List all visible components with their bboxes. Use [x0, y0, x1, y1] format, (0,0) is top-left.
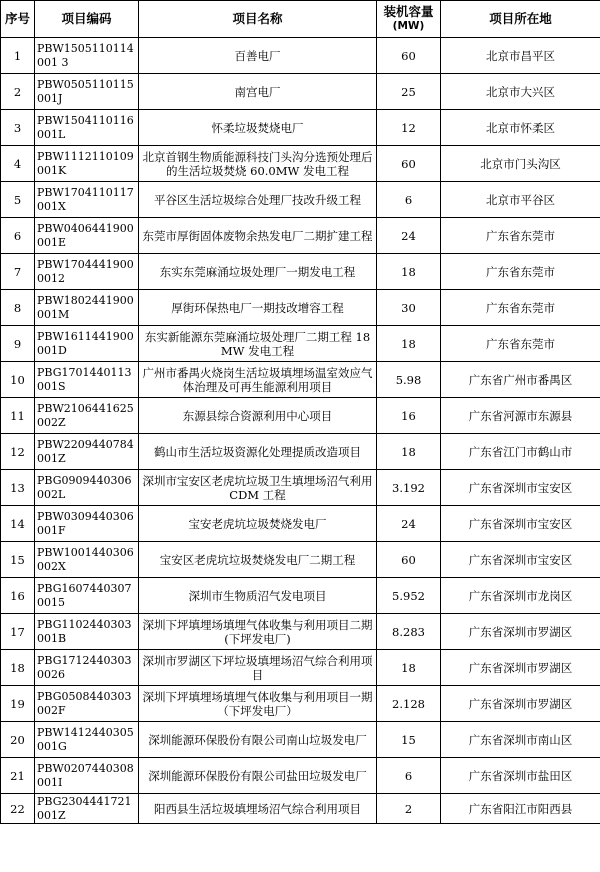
- table-row: [1, 74, 600, 110]
- cell-name: 东实新能源东莞麻涌垃圾处理厂二期工程 18MW 发电工程: [139, 326, 377, 362]
- cell-name: 东莞市厚街固体废物余热发电厂二期扩建工程: [139, 218, 377, 254]
- cell-location: 北京市门头沟区: [441, 146, 600, 182]
- cell-location: 广东省东莞市: [441, 218, 600, 254]
- cell-seq: 10: [1, 362, 35, 398]
- table-row: [1, 578, 600, 614]
- table-row: [1, 758, 600, 794]
- cell-seq: 2: [1, 74, 35, 110]
- cell-name: 东源县综合资源利用中心项目: [139, 398, 377, 434]
- cell-name: 深圳市罗湖区下坪垃圾填埋场沼气综合利用项目: [139, 650, 377, 686]
- cell-name: 东实东莞麻涌垃圾处理厂一期发电工程: [139, 254, 377, 290]
- cell-capacity: 6: [377, 182, 441, 218]
- cell-capacity: 60: [377, 542, 441, 578]
- cell-capacity: 15: [377, 722, 441, 758]
- cell-name: 宝安老虎坑垃圾焚烧发电厂: [139, 506, 377, 542]
- cell-location: 广东省深圳市南山区: [441, 722, 600, 758]
- table-row: [1, 434, 600, 470]
- cell-code: PBW1611441900001D: [35, 326, 139, 362]
- header-capacity-label: 装机容量: [383, 4, 434, 19]
- header-code: 项目编码: [35, 1, 139, 38]
- table-row: [1, 182, 600, 218]
- cell-seq: 20: [1, 722, 35, 758]
- cell-location: 广东省深圳市罗湖区: [441, 650, 600, 686]
- cell-name: 平谷区生活垃圾综合处理厂技改升级工程: [139, 182, 377, 218]
- table-row: [1, 614, 600, 650]
- cell-code: PBW1802441900001M: [35, 290, 139, 326]
- cell-code: PBW17044419000012: [35, 254, 139, 290]
- table-row: [1, 290, 600, 326]
- cell-location: 广东省深圳市盐田区: [441, 758, 600, 794]
- cell-name: 北京首钢生物质能源科技门头沟分选预处理后的生活垃圾焚烧 60.0MW 发电工程: [139, 146, 377, 182]
- cell-code: PBW2209440784001Z: [35, 434, 139, 470]
- cell-code: PBG0909440306002L: [35, 470, 139, 506]
- cell-name: 百善电厂: [139, 38, 377, 74]
- cell-name: 深圳能源环保股份有限公司盐田垃圾发电厂: [139, 758, 377, 794]
- cell-capacity: 6: [377, 758, 441, 794]
- cell-location: 广东省深圳市罗湖区: [441, 614, 600, 650]
- cell-location: 北京市平谷区: [441, 182, 600, 218]
- cell-capacity: 2: [377, 794, 441, 824]
- cell-capacity: 18: [377, 434, 441, 470]
- cell-name: 宝安区老虎坑垃圾焚烧发电厂二期工程: [139, 542, 377, 578]
- cell-seq: 12: [1, 434, 35, 470]
- cell-capacity: 3.192: [377, 470, 441, 506]
- cell-seq: 22: [1, 794, 35, 824]
- cell-name: 厚街环保热电厂一期技改增容工程: [139, 290, 377, 326]
- cell-location: 广东省东莞市: [441, 290, 600, 326]
- cell-seq: 6: [1, 218, 35, 254]
- table-row: [1, 398, 600, 434]
- cell-name: 深圳下坪填埋场填埋气体收集与利用项目一期（下坪发电厂）: [139, 686, 377, 722]
- table-row: [1, 362, 600, 398]
- cell-location: 广东省河源市东源县: [441, 398, 600, 434]
- cell-name: 深圳市宝安区老虎坑垃圾卫生填埋场沼气利用 CDM 工程: [139, 470, 377, 506]
- cell-location: 广东省深圳市宝安区: [441, 542, 600, 578]
- table-row: [1, 650, 600, 686]
- cell-seq: 1: [1, 38, 35, 74]
- cell-name: 怀柔垃圾焚烧电厂: [139, 110, 377, 146]
- cell-code: PBG1102440303001B: [35, 614, 139, 650]
- header-capacity: [377, 1, 441, 38]
- cell-seq: 21: [1, 758, 35, 794]
- cell-code: PBW0207440308001I: [35, 758, 139, 794]
- cell-location: 北京市怀柔区: [441, 110, 600, 146]
- cell-name: 深圳市生物质沼气发电项目: [139, 578, 377, 614]
- cell-capacity: 24: [377, 506, 441, 542]
- cell-capacity: 60: [377, 146, 441, 182]
- header-location: 项目所在地: [441, 1, 600, 38]
- cell-seq: 3: [1, 110, 35, 146]
- cell-capacity: 12: [377, 110, 441, 146]
- table-row: [1, 686, 600, 722]
- table-row: [1, 254, 600, 290]
- cell-capacity: 60: [377, 38, 441, 74]
- cell-seq: 5: [1, 182, 35, 218]
- cell-code: PBW0406441900001E: [35, 218, 139, 254]
- cell-code: PBG2304441721001Z: [35, 794, 139, 824]
- cell-capacity: 18: [377, 254, 441, 290]
- cell-capacity: 2.128: [377, 686, 441, 722]
- cell-capacity: 18: [377, 650, 441, 686]
- table-row: [1, 218, 600, 254]
- cell-seq: 9: [1, 326, 35, 362]
- cell-capacity: 8.283: [377, 614, 441, 650]
- cell-code: PBG1701440113001S: [35, 362, 139, 398]
- cell-seq: 19: [1, 686, 35, 722]
- cell-seq: 11: [1, 398, 35, 434]
- cell-location: 广东省江门市鹤山市: [441, 434, 600, 470]
- cell-location: 广东省东莞市: [441, 254, 600, 290]
- cell-seq: 13: [1, 470, 35, 506]
- cell-code: PBW1704110117001X: [35, 182, 139, 218]
- cell-location: 广东省深圳市宝安区: [441, 506, 600, 542]
- cell-seq: 4: [1, 146, 35, 182]
- cell-code: PBW1412440305001G: [35, 722, 139, 758]
- cell-code: PBW1505110114001 3: [35, 38, 139, 74]
- cell-capacity: 24: [377, 218, 441, 254]
- cell-location: 广东省阳江市阳西县: [441, 794, 600, 824]
- table-row: [1, 722, 600, 758]
- table-row: [1, 110, 600, 146]
- cell-capacity: 5.98: [377, 362, 441, 398]
- cell-location: 北京市昌平区: [441, 38, 600, 74]
- cell-code: PBG16074403070015: [35, 578, 139, 614]
- cell-capacity: 30: [377, 290, 441, 326]
- cell-code: PBG17124403030026: [35, 650, 139, 686]
- table-row: [1, 146, 600, 182]
- header-row: [1, 1, 600, 38]
- cell-code: PBW1504110116001L: [35, 110, 139, 146]
- table-row: [1, 506, 600, 542]
- table-row: [1, 794, 600, 824]
- cell-location: 广东省深圳市龙岗区: [441, 578, 600, 614]
- cell-code: PBW0309440306001F: [35, 506, 139, 542]
- cell-seq: 7: [1, 254, 35, 290]
- cell-name: 深圳能源环保股份有限公司南山垃圾发电厂: [139, 722, 377, 758]
- cell-code: PBW2106441625002Z: [35, 398, 139, 434]
- cell-capacity: 5.952: [377, 578, 441, 614]
- cell-code: PBW1001440306002X: [35, 542, 139, 578]
- cell-name: 南宫电厂: [139, 74, 377, 110]
- header-capacity-unit: (MW): [392, 20, 425, 32]
- cell-code: PBW1112110109001K: [35, 146, 139, 182]
- cell-location: 广东省深圳市罗湖区: [441, 686, 600, 722]
- table-row: [1, 326, 600, 362]
- cell-name: 鹤山市生活垃圾资源化处理提质改造项目: [139, 434, 377, 470]
- table-row: [1, 542, 600, 578]
- cell-location: 广东省东莞市: [441, 326, 600, 362]
- cell-location: 广东省深圳市宝安区: [441, 470, 600, 506]
- cell-seq: 17: [1, 614, 35, 650]
- cell-name: 阳西县生活垃圾填埋场沼气综合利用项目: [139, 794, 377, 824]
- cell-location: 北京市大兴区: [441, 74, 600, 110]
- header-seq: 序号: [1, 1, 35, 38]
- cell-capacity: 18: [377, 326, 441, 362]
- cell-location: 广东省广州市番禺区: [441, 362, 600, 398]
- cell-code: PBG0508440303002F: [35, 686, 139, 722]
- cell-code: PBW0505110115001J: [35, 74, 139, 110]
- cell-capacity: 25: [377, 74, 441, 110]
- cell-seq: 16: [1, 578, 35, 614]
- table-row: [1, 38, 600, 74]
- cell-seq: 8: [1, 290, 35, 326]
- table-row: [1, 470, 600, 506]
- header-name: 项目名称: [139, 1, 377, 38]
- cell-capacity: 16: [377, 398, 441, 434]
- table-body: [1, 38, 600, 824]
- cell-name: 深圳下坪填埋场填埋气体收集与利用项目二期(下坪发电厂): [139, 614, 377, 650]
- cell-seq: 15: [1, 542, 35, 578]
- cell-seq: 14: [1, 506, 35, 542]
- cell-name: 广州市番禺火烧岗生活垃圾填埋场温室效应气体治理及可再生能源利用项目: [139, 362, 377, 398]
- cell-seq: 18: [1, 650, 35, 686]
